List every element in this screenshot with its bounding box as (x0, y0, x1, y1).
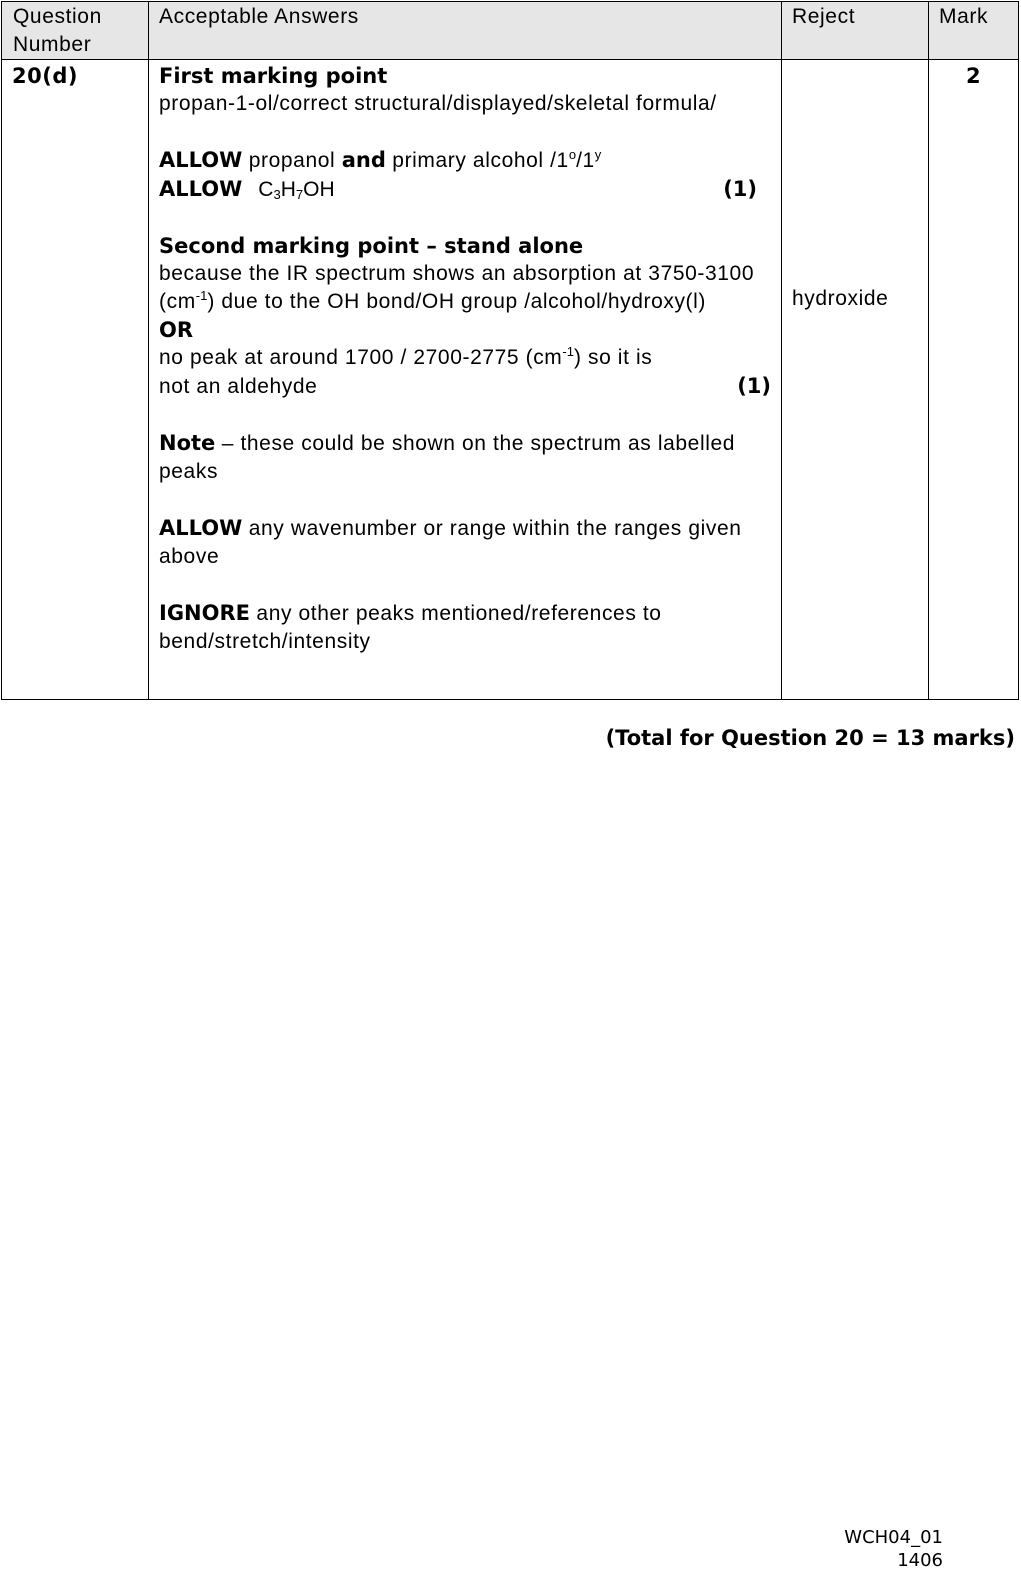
note-line (159, 429, 771, 486)
note-label: Note (159, 431, 216, 455)
allow-formula-line (159, 175, 771, 204)
formula-part: C (258, 178, 274, 201)
paper-number: 1406 (897, 1550, 943, 1571)
answer-text: ) so it is (573, 346, 653, 369)
no-peak-line (159, 344, 771, 372)
mark-indicator-1: (1) (723, 177, 757, 201)
superscript: y (594, 147, 602, 162)
or-label: OR (159, 318, 194, 342)
superscript: -1 (195, 288, 208, 303)
reject-cell (782, 60, 929, 700)
superscript: o (568, 147, 577, 162)
question-number: 20(d) (12, 64, 78, 88)
subscript: 3 (273, 187, 281, 202)
acceptable-answers-cell (149, 60, 782, 700)
mark-indicator-2: (1) (737, 374, 771, 398)
allow-label: ALLOW (159, 516, 243, 540)
ignore-label: IGNORE (159, 601, 250, 625)
allow-text: any wavenumber or range within the ranges given above (159, 517, 742, 568)
allow-label: ALLOW (159, 148, 243, 172)
first-marking-point-heading: First marking point (159, 64, 388, 88)
chemical-formula (258, 178, 334, 201)
ignore-text: any other peaks mentioned/references to bend/stretch/intensity (159, 602, 662, 653)
header-question-number: Question Number (2, 2, 149, 60)
table-header-row (2, 2, 1019, 60)
reject-text: hydroxide (792, 287, 889, 310)
ignore-line (159, 599, 771, 656)
subscript: 7 (295, 187, 304, 202)
answer-text: ) due to the OH bond/OH group /alcohol/hydroxy(l) (207, 290, 706, 313)
allow-text: primary alcohol /1 (385, 149, 569, 172)
second-marking-point-text (159, 260, 771, 316)
table-row (2, 60, 1019, 700)
header-reject: Reject (782, 2, 929, 60)
not-aldehyde-line (159, 372, 771, 401)
answer-text: because the IR spectrum shows an absorption at 3750-3100 (cm (159, 262, 755, 313)
allow-label: ALLOW (159, 177, 243, 201)
question-number-cell (2, 60, 149, 700)
superscript: -1 (562, 344, 574, 359)
mark-scheme-table (1, 1, 1019, 700)
formula-part: OH (303, 178, 335, 201)
mark-cell (929, 60, 1019, 700)
note-text: – these could be shown on the spectrum as labelled peaks (159, 432, 736, 483)
and-label: and (341, 148, 386, 172)
second-marking-point-heading: Second marking point – stand alone (159, 234, 584, 258)
formula-part: H (280, 178, 296, 201)
paper-code: WCH04_01 (844, 1527, 943, 1548)
answer-text: not an aldehyde (159, 375, 318, 398)
header-mark: Mark (929, 2, 1019, 60)
question-total: (Total for Question 20 = 13 marks) (605, 726, 1015, 750)
allow-text: propanol (242, 149, 342, 172)
mark-value: 2 (965, 64, 982, 88)
first-marking-point-text: propan-1-ol/correct structural/displayed/skeletal formula/ (159, 92, 717, 115)
answer-text: no peak at around 1700 / 2700-2775 (cm (159, 346, 563, 369)
allow-propanol-line (159, 146, 771, 175)
allow-text: /1 (576, 149, 595, 172)
page-footer (844, 1526, 943, 1572)
header-acceptable-answers: Acceptable Answers (149, 2, 782, 60)
allow-range-line (159, 514, 771, 571)
